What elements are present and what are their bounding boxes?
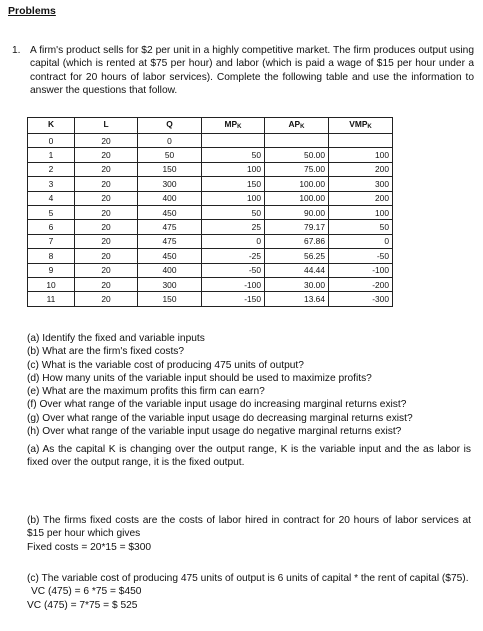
table-cell: 150 xyxy=(138,162,202,176)
table-cell: 13.64 xyxy=(265,292,329,306)
table-cell: 20 xyxy=(75,148,138,162)
table-cell: 150 xyxy=(202,177,265,191)
table-cell: 475 xyxy=(138,234,202,248)
table-cell: 20 xyxy=(75,234,138,248)
table-cell xyxy=(329,134,393,148)
table-cell xyxy=(265,134,329,148)
table-cell: 0 xyxy=(329,234,393,248)
problem-text: A firm's product sells for $2 per unit in a highly competitive market. The firm produces output using capital (which is rented at $75 per hour) and labor (which is paid a wage of $15 per hour under a contract for 20 hours of labor services). Complete the following table and use the information to answer the questions that follow. xyxy=(30,45,474,96)
table-cell: -300 xyxy=(329,292,393,306)
table-cell: 79.17 xyxy=(265,220,329,234)
table-cell: 11 xyxy=(28,292,75,306)
table-cell: 100.00 xyxy=(265,191,329,205)
table-cell: 8 xyxy=(28,249,75,263)
table-cell: 300 xyxy=(138,277,202,291)
table-cell: 9 xyxy=(28,263,75,277)
table-row xyxy=(28,292,393,306)
table-cell: 7 xyxy=(28,234,75,248)
answer-c xyxy=(27,572,471,612)
table-cell: -50 xyxy=(202,263,265,277)
answer-c-text: (c) The variable cost of producing 475 units of output is 6 units of capital * the rent of capital ($75). xyxy=(27,573,469,584)
table-row xyxy=(28,205,393,219)
table-cell: 6 xyxy=(28,220,75,234)
table-cell: 400 xyxy=(138,263,202,277)
table-row xyxy=(28,234,393,248)
answer-a: (a) As the capital K is changing over the output range, K is the variable input and the as labor is fixed over the output range, it is the fixed output. xyxy=(27,444,471,469)
table-cell: 100.00 xyxy=(265,177,329,191)
table-cell xyxy=(202,134,265,148)
table-cell: 300 xyxy=(329,177,393,191)
header-q: Q xyxy=(138,118,202,134)
question-e: (e) What are the maximum profits this firm can earn? xyxy=(27,386,265,397)
table-cell: 2 xyxy=(28,162,75,176)
problem-number: 1. xyxy=(12,45,21,56)
table-row xyxy=(28,191,393,205)
table-cell: 4 xyxy=(28,191,75,205)
table-cell: -25 xyxy=(202,249,265,263)
table-row xyxy=(28,148,393,162)
table-cell: 400 xyxy=(138,191,202,205)
header-apk: $AP_K$ xyxy=(265,118,329,134)
answer-b-calculation: Fixed costs = 20*15 = $300 xyxy=(27,541,152,553)
table-cell: 20 xyxy=(75,191,138,205)
table-cell: 10 xyxy=(28,277,75,291)
table-cell: 56.25 xyxy=(265,249,329,263)
table-cell: 67.86 xyxy=(265,234,329,248)
table-cell: 300 xyxy=(138,177,202,191)
header-mpk: $MP_K$ xyxy=(202,118,265,134)
page-title: Problems xyxy=(8,5,56,17)
question-c: (c) What is the variable cost of producing 475 units of output? xyxy=(27,359,304,371)
table-cell: 475 xyxy=(138,220,202,234)
answer-c-calculation-2: VC (475) = 7*75 = $ 525 xyxy=(27,599,138,611)
header-l: L xyxy=(75,118,138,134)
table-cell: 75.00 xyxy=(265,162,329,176)
table-cell: 20 xyxy=(75,162,138,176)
table-cell: 20 xyxy=(75,134,138,148)
table-cell: 50.00 xyxy=(265,148,329,162)
table-cell: 150 xyxy=(138,292,202,306)
table-cell: 100 xyxy=(329,148,393,162)
table-cell: 30.00 xyxy=(265,277,329,291)
table-cell: 450 xyxy=(138,249,202,263)
table-row xyxy=(28,277,393,291)
table-cell: -100 xyxy=(329,263,393,277)
table-header-row xyxy=(28,118,393,134)
question-a: (a) Identify the fixed and variable inputs xyxy=(27,333,205,344)
table-cell: 100 xyxy=(202,162,265,176)
answer-b-text: (b) The firms fixed costs are the costs of labor hired in contract for 20 hours of labor services at $15 per hour which gives xyxy=(27,515,471,540)
table-cell: 20 xyxy=(75,249,138,263)
question-d: (d) How many units of the variable input should be used to maximize profits? xyxy=(27,372,372,384)
header-vmpk: $VMP_K$ xyxy=(329,118,393,134)
answer-b xyxy=(27,514,471,554)
table-cell: 20 xyxy=(75,292,138,306)
table-cell: -100 xyxy=(202,277,265,291)
table-cell: 20 xyxy=(75,220,138,234)
table-cell: 50 xyxy=(329,220,393,234)
table-row xyxy=(28,162,393,176)
table-cell: 5 xyxy=(28,205,75,219)
table-cell: 20 xyxy=(75,177,138,191)
table-cell: 90.00 xyxy=(265,205,329,219)
question-g: (g) Over what range of the variable input usage do decreasing marginal returns exist? xyxy=(27,412,413,424)
table-cell: 200 xyxy=(329,162,393,176)
table-cell: 44.44 xyxy=(265,263,329,277)
problem-statement xyxy=(12,44,474,97)
table-cell: -150 xyxy=(202,292,265,306)
production-table xyxy=(27,117,393,307)
table-cell: 50 xyxy=(202,205,265,219)
table-cell: 100 xyxy=(202,191,265,205)
table-row xyxy=(28,263,393,277)
header-k: K xyxy=(28,118,75,134)
table-cell: 25 xyxy=(202,220,265,234)
question-f: (f) Over what range of the variable input usage do increasing marginal returns exist? xyxy=(27,399,407,411)
table-cell: 20 xyxy=(75,277,138,291)
question-h: (h) Over what range of the variable input usage do negative marginal returns exist? xyxy=(27,425,402,437)
table-cell: 3 xyxy=(28,177,75,191)
table-cell: 0 xyxy=(28,134,75,148)
answer-c-calculation-1: VC (475) = 6 *75 = $450 xyxy=(31,586,142,598)
table-cell: 20 xyxy=(75,263,138,277)
question-b: (b) What are the firm's fixed costs? xyxy=(27,346,185,358)
table-cell: 450 xyxy=(138,205,202,219)
table-cell: 50 xyxy=(138,148,202,162)
questions-list xyxy=(27,332,477,438)
table-row xyxy=(28,134,393,148)
table-cell: 50 xyxy=(202,148,265,162)
table-cell: -50 xyxy=(329,249,393,263)
table-row xyxy=(28,177,393,191)
table-row xyxy=(28,249,393,263)
table-cell: 1 xyxy=(28,148,75,162)
table-cell: 200 xyxy=(329,191,393,205)
table-cell: -200 xyxy=(329,277,393,291)
table-cell: 0 xyxy=(202,234,265,248)
table-cell: 20 xyxy=(75,205,138,219)
table-row xyxy=(28,220,393,234)
table-cell: 100 xyxy=(329,205,393,219)
table-cell: 0 xyxy=(138,134,202,148)
